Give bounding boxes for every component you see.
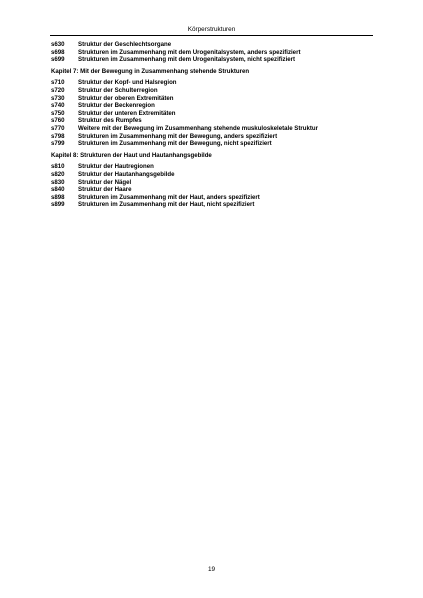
entry-code: s698 [51,48,65,56]
entry-label: Struktur der Beckenregion [78,102,155,110]
list-item [51,163,373,171]
entry-label: Strukturen im Zusammenhang mit dem Urogenitalsystem, nicht spezifiziert [78,56,296,64]
entry-code: s770 [51,124,65,132]
entry-label: Strukturen im Zusammenhang mit der Haut, nicht spezifiziert [78,201,255,209]
list-item [51,79,373,87]
chapter-heading: Kapitel 7: Mit der Bewegung in Zusammenhang stehende Strukturen [51,67,250,75]
entry-label: Struktur der Schulterregion [78,86,158,94]
list-item [51,95,373,103]
list-item [51,140,373,148]
entry-label: Weitere mit der Bewegung im Zusammenhang stehende muskuloskeletale Struktur [78,124,318,132]
entry-label: Strukturen im Zusammenhang mit der Bewegung, nicht spezifiziert [78,140,272,148]
list-item [51,56,373,64]
entry-label: Struktur der oberen Extremitäten [78,94,174,102]
list-item [51,41,373,49]
entry-label: Struktur der unteren Extremitäten [78,109,176,117]
list-item [51,201,373,209]
header-divider [50,35,373,36]
entry-code: s760 [51,117,65,125]
chapter-8-section [51,152,373,209]
list-item [51,186,373,194]
entry-code: s810 [51,163,65,171]
entry-code: s699 [51,56,65,64]
entry-label: Struktur der Hautregionen [78,163,154,171]
intro-entry-list [51,41,373,64]
list-item [51,110,373,118]
chapter-7-section [51,68,373,148]
list-item [51,49,373,57]
entry-code: s730 [51,94,65,102]
entry-code: s899 [51,201,65,209]
list-item [51,125,373,133]
entry-code: s710 [51,79,65,87]
entry-code: s799 [51,140,65,148]
entry-label: Strukturen im Zusammenhang mit der Haut, anders spezifiziert [78,193,260,201]
page-content [51,41,373,213]
entry-label: Struktur des Rumpfes [78,117,142,125]
entry-code: s798 [51,132,65,140]
entry-code: s840 [51,186,65,194]
list-item [51,133,373,141]
entry-code: s820 [51,170,65,178]
entry-label: Struktur der Hautanhangsgebilde [78,170,175,178]
entry-code: s830 [51,178,65,186]
page-number: 19 [207,566,216,573]
entry-code: s720 [51,86,65,94]
list-item [51,194,373,202]
list-item [51,117,373,125]
list-item [51,102,373,110]
entry-code: s740 [51,102,65,110]
list-item [51,171,373,179]
chapter-heading: Kapitel 8: Strukturen der Haut und Hautanhangsgebilde [51,151,212,159]
entry-label: Struktur der Geschlechtsorgane [78,41,172,48]
entry-code: s898 [51,193,65,201]
page-header-title: Körperstrukturen [187,26,236,33]
entry-label: Struktur der Kopf- und Halsregion [78,79,177,87]
entry-label: Struktur der Haare [78,186,132,194]
entry-label: Struktur der Nägel [78,178,132,186]
entry-label: Strukturen im Zusammenhang mit dem Urogenitalsystem, anders spezifiziert [78,48,301,56]
entry-code: s630 [51,41,65,48]
entry-code: s750 [51,109,65,117]
entry-label: Strukturen im Zusammenhang mit der Bewegung, anders spezifiziert [78,132,278,140]
list-item [51,179,373,187]
list-item [51,87,373,95]
